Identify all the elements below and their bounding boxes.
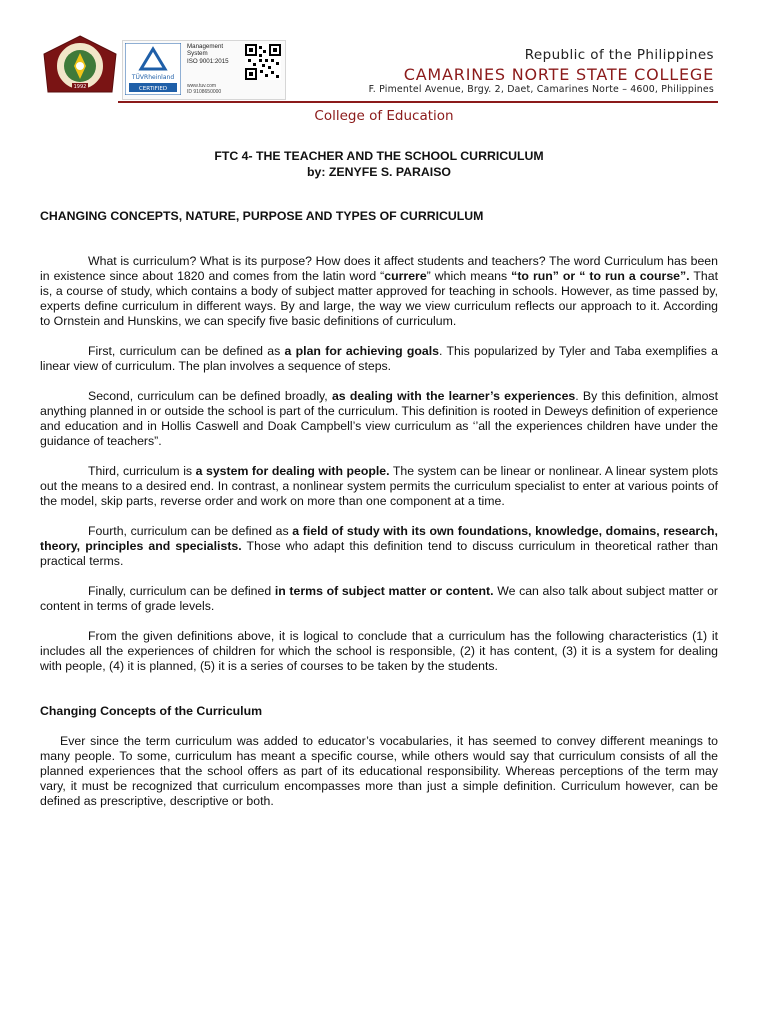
p1-text-d: That is, a course of study, which contains a body of subject matter approved for teaching in schools. However, as time passed by, experts define curriculum in different ways. By and large, the way we view curriculum reflects our approach to it. According to Ornstein and Hunskins, we can specify five basic definitions of curriculum. xyxy=(40,269,718,328)
cert-line2: System xyxy=(187,50,208,58)
certification-footer xyxy=(187,83,247,95)
college-seal-logo xyxy=(40,34,120,100)
p1-text-a: What is curriculum? What is its purpose? How does it affect students and teachers? The word Curriculum has been in existence since about 1820 and comes from the latin word “ xyxy=(40,254,718,283)
paragraph-first-definition xyxy=(40,344,718,374)
cert-id: ID 9108650000 xyxy=(187,89,222,95)
p4-text-a: Third, curriculum is xyxy=(88,464,196,478)
p3-text-a: Second, curriculum can be defined broadly, xyxy=(88,389,332,403)
p1-text-c: ” which means xyxy=(426,269,512,283)
tuv-certified-badge xyxy=(125,43,181,95)
letterhead xyxy=(0,0,768,140)
p4-text-c: The system can be linear or nonlinear. A linear system plots out the means to a desired end. In contrast, a nonlinear system permits the curriculum specialist to enter at various points of the model, skip parts, reverse order and work on more than one component at a time. xyxy=(40,464,718,508)
iso-certification-block xyxy=(122,40,286,100)
author-line: by: ZENYFE S. PARAISO xyxy=(307,165,451,179)
republic-line: Republic of the Philippines xyxy=(524,47,714,63)
paragraph-fifth-definition xyxy=(40,584,718,614)
document-body xyxy=(40,148,718,809)
college-address: F. Pimentel Avenue, Brgy. 2, Daet, Camarines Norte – 4600, Philippines xyxy=(368,84,714,95)
paragraph-conclusion: From the given definitions above, it is logical to conclude that a curriculum has the following characteristics (1) it includes all the experiences of children for which the school is responsible, (2) it has content, (3) it is a system for dealing with people, (4) it is planned, (5) it is a series of courses to be taken by the students. xyxy=(40,629,718,673)
cert-url: www.tuv.com xyxy=(187,83,217,89)
p3-bold: as dealing with the learner’s experiences xyxy=(331,389,576,403)
p1-bold-currere: currere xyxy=(384,269,427,283)
p6-text-a: Finally, curriculum can be defined xyxy=(88,584,275,598)
p5-bold: a field of study with its own foundations, knowledge, domains, research, theory, principles and specialists. xyxy=(40,524,718,553)
paragraph-second-definition xyxy=(40,389,718,449)
header-divider xyxy=(118,101,718,103)
department-name: College of Education xyxy=(314,108,454,124)
qr-code-icon xyxy=(245,44,281,80)
p6-bold: in terms of subject matter or content. xyxy=(274,584,494,598)
course-title: FTC 4- THE TEACHER AND THE SCHOOL CURRICULUM xyxy=(214,149,544,163)
certification-text xyxy=(187,43,243,65)
p2-text-c: . This popularized by Tyler and Taba exemplifies a linear view of curriculum. The plan involves a sequence of steps. xyxy=(40,344,718,373)
p6-text-c: We can also talk about subject matter or content in terms of grade levels. xyxy=(40,584,719,613)
p5-text-a: Fourth, curriculum can be defined as xyxy=(88,524,293,538)
paragraph-third-definition xyxy=(40,464,718,509)
tuv-badge-label: TÜVRheinland xyxy=(131,74,175,81)
paragraph-intro xyxy=(40,254,718,329)
p2-text-a: First, curriculum can be defined as xyxy=(88,344,285,358)
subsection-title: Changing Concepts of the Curriculum xyxy=(40,704,263,718)
p4-bold: a system for dealing with people. xyxy=(195,464,390,478)
seal-year: 1992 xyxy=(73,84,87,90)
section-title: CHANGING CONCEPTS, NATURE, PURPOSE AND TYPES OF CURRICULUM xyxy=(40,209,484,223)
p1-bold-to-run: “to run” or “ to run a course”. xyxy=(511,269,690,283)
paragraph-changing-concepts: Ever since the term curriculum was added to educator’s vocabularies, it has seemed to convey different meanings to many people. To some, curriculum has meant a specific course, while others would say that curriculum consists of all the planned experiences that the school offers as part of its educational responsibility. Whereas perceptions of the term may vary, it must be recognized that curriculum encompasses more than just a simple definition. Curriculum however, can be defined as prescriptive, descriptive or both. xyxy=(40,734,718,808)
p3-text-c: . By this definition, almost anything planned in or outside the school is part of the curriculum. This definition is rooted in Deweys definition of experience and education and in Hollis Caswell and Doak Campbell’s view curriculum as ‘’all the experiences children have under the guidance of teachers”. xyxy=(40,389,718,448)
p5-text-c: Those who adapt this definition tend to discuss curriculum in theoretical rather than practical terms. xyxy=(40,539,718,568)
college-name: CAMARINES NORTE STATE COLLEGE xyxy=(403,65,714,84)
cert-line1: Management xyxy=(187,43,224,50)
tuv-badge-sub: CERTIFIED xyxy=(138,86,168,92)
p2-bold: a plan for achieving goals xyxy=(284,344,440,358)
paragraph-fourth-definition xyxy=(40,524,718,569)
cert-line3: ISO 9001:2015 xyxy=(187,57,229,65)
